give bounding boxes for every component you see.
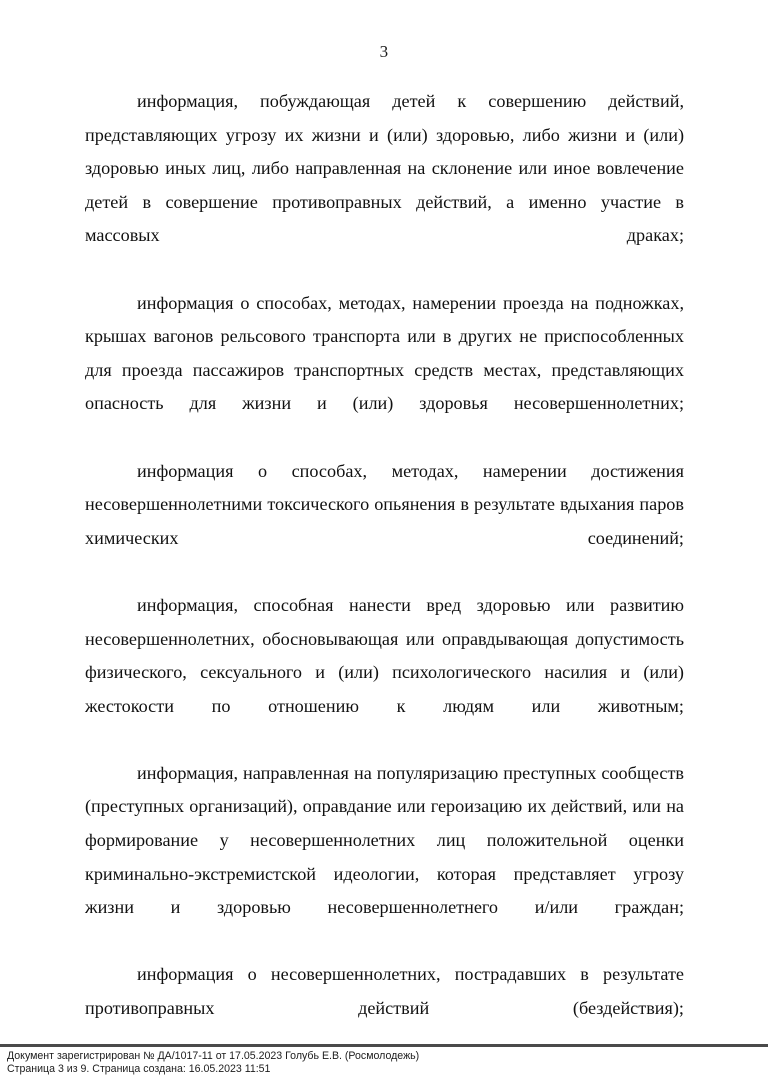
page-number: 3 bbox=[379, 42, 389, 61]
footer-registration-stamp bbox=[7, 1050, 747, 1075]
footer-divider bbox=[0, 1044, 768, 1047]
paragraph: информация о способах, методах, намерении достижения несовершеннолетними токсического опьянения в результате вдыхания паров химических соединений; bbox=[85, 460, 684, 548]
document-body bbox=[85, 85, 684, 1059]
paragraph: информация, способная нанести вред здоровью или развитию несовершеннолетних, обосновывающая или оправдывающая допустимость физического, сексуального и (или) психологического насилия и (или) жестокости по отношению к людям или животным; bbox=[85, 594, 684, 716]
paragraph: информация о несовершеннолетних, пострадавших в результате противоправных действий (бездействия); bbox=[85, 964, 684, 1019]
paragraph: информация о способах, методах, намерении проезда на подножках, крышах вагонов рельсового транспорта или в других не приспособленных для проезда пассажиров транспортных средств местах, представляющих опасность для жизни и (или) здоровья несовершеннолетних; bbox=[85, 292, 684, 414]
footer-registration-line: Документ зарегистрирован № ДА/1017-11 от 17.05.2023 Голубь Е.В. (Росмолодежь) bbox=[7, 1050, 420, 1062]
footer-page-info-line: Страница 3 из 9. Страница создана: 16.05.2023 11:51 bbox=[7, 1062, 271, 1075]
paragraph: информация, побуждающая детей к совершению действий, представляющих угрозу их жизни и (или) здоровью, либо жизни и (или) здоровью иных лиц, либо направленная на склонение или иное вовлечение детей в совершение противоправных действий, а именно участие в массовых драках; bbox=[85, 91, 684, 246]
paragraph: информация, направленная на популяризацию преступных сообществ (преступных организаций), оправдание или героизацию их действий, или на формирование у несовершеннолетних лиц положительной оценки криминально-экстремистской идеологии, которая представляет угрозу жизни и здоровью несовершеннолетнего и/или граждан; bbox=[85, 762, 684, 918]
